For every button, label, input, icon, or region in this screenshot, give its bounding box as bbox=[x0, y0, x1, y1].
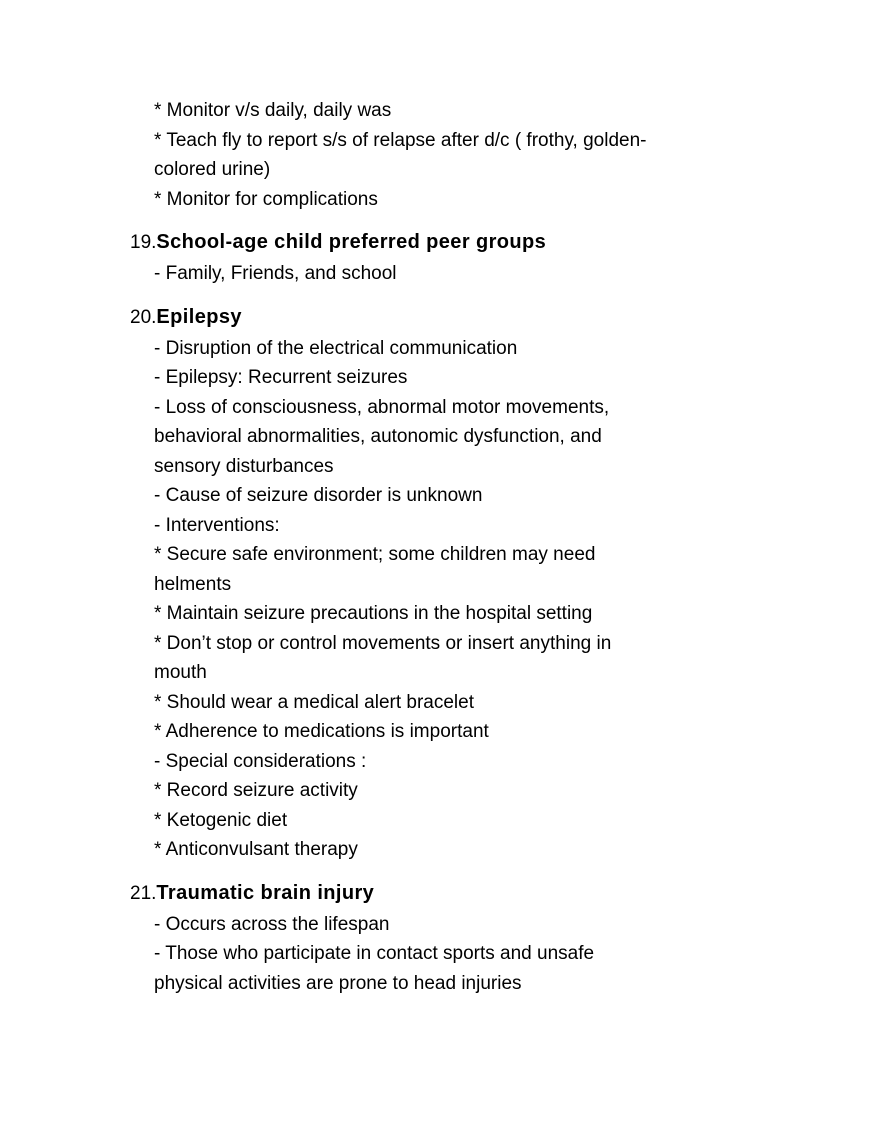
note-line: - Disruption of the electrical communication bbox=[154, 337, 518, 359]
item-title: School-age child preferred peer groups bbox=[156, 231, 547, 253]
note-line: * Monitor for complications bbox=[154, 188, 378, 210]
note-item bbox=[130, 226, 810, 289]
note-line: * Don’t stop or control movements or insert anything in bbox=[154, 632, 612, 654]
note-line: sensory disturbances bbox=[154, 455, 334, 477]
note-line: colored urine) bbox=[154, 159, 271, 180]
note-line: * Maintain seizure precautions in the hospital setting bbox=[154, 603, 593, 624]
item-title: Epilepsy bbox=[156, 305, 242, 328]
note-item bbox=[130, 877, 810, 999]
notes-content bbox=[130, 96, 810, 998]
notes-list bbox=[130, 226, 810, 998]
note-line: * Ketogenic diet bbox=[154, 809, 288, 831]
note-line: behavioral abnormalities, autonomic dysfunction, and bbox=[154, 426, 602, 447]
item-heading bbox=[130, 877, 810, 910]
note-line: * Adherence to medications is important bbox=[154, 721, 489, 742]
note-line: physical activities are prone to head injuries bbox=[154, 972, 522, 994]
note-line: - Occurs across the lifespan bbox=[154, 913, 390, 935]
note-line: - Those who participate in contact sports and unsafe bbox=[154, 943, 595, 964]
note-item bbox=[130, 301, 810, 865]
note-line: * Record seizure activity bbox=[154, 780, 358, 801]
note-line: mouth bbox=[154, 662, 207, 683]
intro-block bbox=[130, 96, 810, 214]
note-line: - Epilepsy: Recurrent seizures bbox=[154, 367, 408, 388]
note-line: * Monitor v/s daily, daily was bbox=[154, 100, 392, 121]
note-line: - Family, Friends, and school bbox=[154, 263, 397, 284]
item-heading bbox=[130, 226, 810, 259]
note-line: - Loss of consciousness, abnormal motor movements, bbox=[154, 396, 610, 418]
note-line: * Secure safe environment; some children may need bbox=[154, 544, 596, 565]
item-number: 21. bbox=[130, 882, 157, 904]
item-heading bbox=[130, 301, 810, 334]
note-line: * Teach fly to report s/s of relapse after d/c ( frothy, golden- bbox=[154, 129, 647, 151]
note-line: - Special considerations : bbox=[154, 750, 367, 772]
note-line: * Anticonvulsant therapy bbox=[154, 839, 358, 860]
note-line: helments bbox=[154, 573, 232, 595]
item-title: Traumatic brain injury bbox=[156, 881, 375, 904]
note-line: - Cause of seizure disorder is unknown bbox=[154, 485, 483, 506]
note-line: - Interventions: bbox=[154, 514, 280, 536]
note-line: * Should wear a medical alert bracelet bbox=[154, 691, 475, 713]
item-number: 19. bbox=[130, 232, 157, 253]
item-number: 20. bbox=[130, 306, 157, 328]
